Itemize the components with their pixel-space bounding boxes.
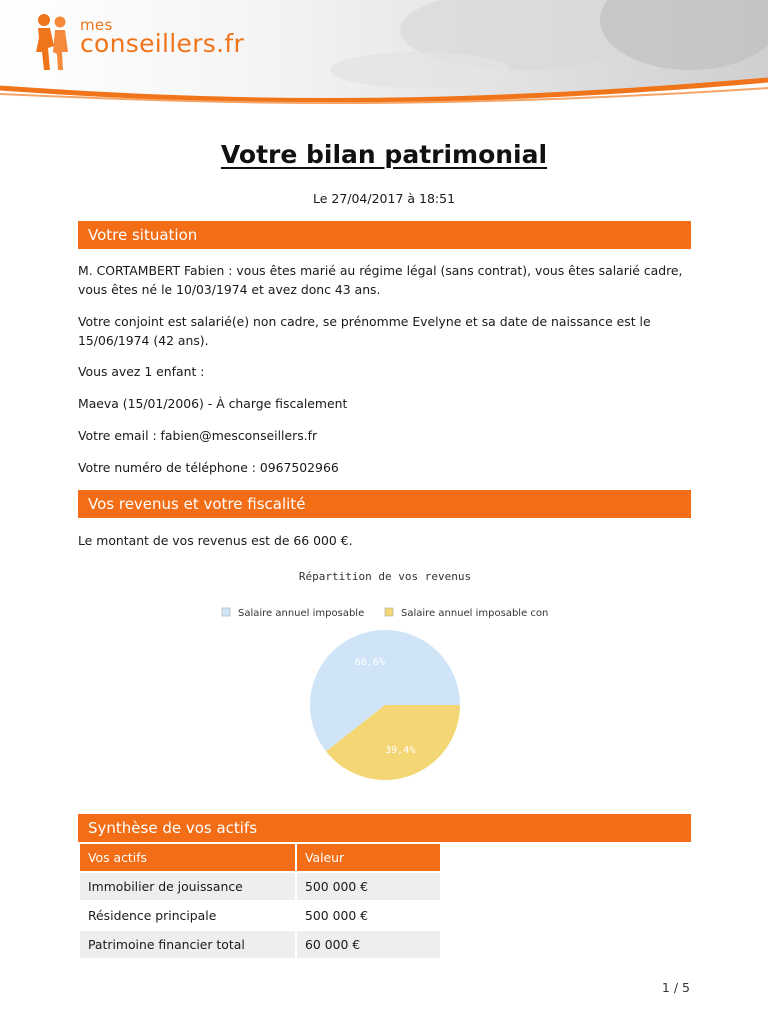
logo-mes: mes (80, 16, 113, 34)
asset-name: Résidence principale (88, 908, 217, 923)
situation-identity: M. CORTAMBERT Fabien : vous êtes marié au régime légal (sans contrat), vous êtes salarié cadre, vous êtes né le 10/03/1974 et avez donc 43 ans. (78, 263, 683, 297)
legend-swatch (222, 608, 230, 616)
situation-spouse: Votre conjoint est salarié(e) non cadre, se prénomme Evelyne et sa date de naissance est le 15/06/1974 (42 ans). (78, 314, 651, 348)
chart-title: Répartition de vos revenus (298, 570, 472, 583)
logo-conseillers: conseillers.fr (80, 29, 245, 58)
asset-value: 60 000 € (297, 931, 440, 958)
legend-label: Salaire annuel imposable (238, 608, 365, 619)
revenus-pie-chart (200, 562, 570, 792)
column-header-actifs: Vos actifs (80, 844, 295, 871)
situation-phone: Votre numéro de téléphone : 0967502966 (78, 460, 339, 475)
logo-couple-icon (30, 12, 74, 74)
chart-slices (310, 630, 460, 780)
asset-name: Patrimoine financier total (80, 931, 295, 958)
table-row (80, 873, 440, 900)
page-number: 1 / 5 (661, 980, 690, 995)
section-heading-revenus: Vos revenus et votre fiscalité (78, 490, 691, 518)
logo[interactable] (30, 12, 244, 76)
pie-slice-label: 39,4% (385, 744, 416, 756)
table-row (80, 931, 440, 958)
legend-swatch (385, 608, 393, 616)
section-heading-situation: Votre situation (78, 221, 691, 249)
section-heading-actifs: Synthèse de vos actifs (78, 814, 691, 842)
situation-child: Maeva (15/01/2006) - À charge fiscalement (78, 396, 348, 411)
asset-value: 500 000 € (297, 873, 440, 900)
table-header-row (80, 844, 440, 871)
assets-table (78, 842, 442, 960)
asset-value: 500 000 € (305, 908, 369, 923)
chart-legend (222, 608, 548, 619)
table-row (80, 902, 440, 929)
report-date: Le 27/04/2017 à 18:51 (312, 191, 456, 206)
logo-wordmark (80, 18, 244, 56)
column-header-valeur: Valeur (297, 844, 440, 871)
situation-email: Votre email : fabien@mesconseillers.fr (78, 428, 318, 443)
pie-slice-label: 60,6% (354, 657, 385, 669)
page-title: Votre bilan patrimonial (220, 140, 548, 169)
revenus-total: Le montant de vos revenus est de 66 000 €. (78, 533, 353, 548)
header-banner (0, 0, 768, 112)
asset-name: Immobilier de jouissance (80, 873, 295, 900)
situation-children-count: Vous avez 1 enfant : (78, 364, 205, 379)
legend-label: Salaire annuel imposable con (401, 608, 549, 619)
